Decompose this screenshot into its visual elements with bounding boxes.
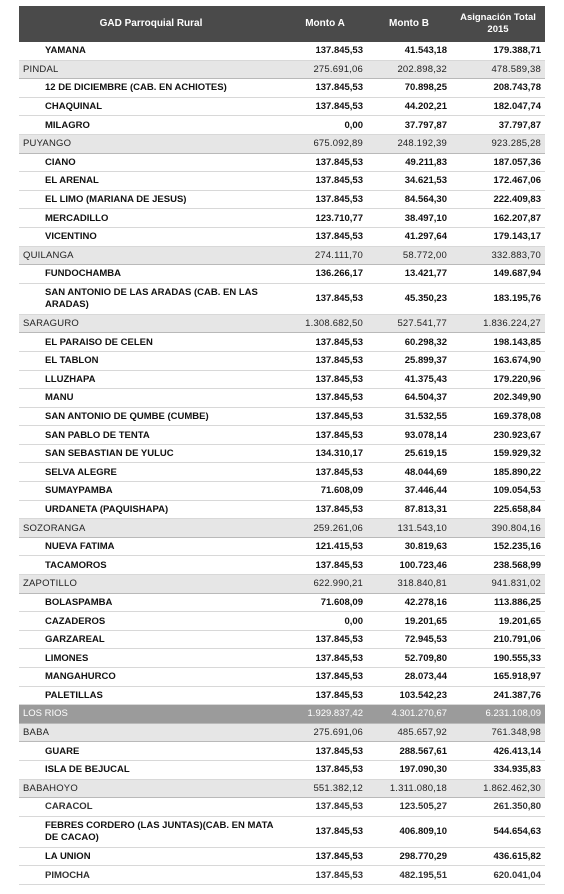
row-monto-b: 41.375,43 bbox=[367, 370, 451, 389]
row-name: FEBRES CORDERO (LAS JUNTAS)(CAB. EN MATA DE CACAO) bbox=[19, 816, 283, 847]
row-monto-a: 137.845,53 bbox=[283, 370, 367, 389]
row-total: 202.349,90 bbox=[451, 389, 545, 408]
row-total: 162.207,87 bbox=[451, 209, 545, 228]
canton-row bbox=[19, 519, 545, 538]
row-total: 6.231.108,09 bbox=[451, 705, 545, 724]
parish-row bbox=[19, 612, 545, 631]
row-monto-b: 527.541,77 bbox=[367, 314, 451, 333]
parish-row bbox=[19, 482, 545, 501]
row-monto-b: 25.899,37 bbox=[367, 351, 451, 370]
allocation-table bbox=[19, 6, 545, 885]
row-name: EL TABLON bbox=[19, 351, 283, 370]
row-name: NUEVA FATIMA bbox=[19, 537, 283, 556]
row-name: CARACOL bbox=[19, 798, 283, 817]
row-monto-b: 37.446,44 bbox=[367, 482, 451, 501]
row-name: EL PARAISO DE CELEN bbox=[19, 333, 283, 352]
parish-row bbox=[19, 649, 545, 668]
parish-row bbox=[19, 866, 545, 885]
table-header bbox=[19, 6, 545, 42]
parish-row bbox=[19, 172, 545, 191]
row-total: 230.923,67 bbox=[451, 426, 545, 445]
row-name: MANU bbox=[19, 389, 283, 408]
row-monto-a: 137.845,53 bbox=[283, 463, 367, 482]
header-total: Asignación Total 2015 bbox=[451, 6, 545, 42]
canton-row bbox=[19, 575, 545, 594]
parish-row bbox=[19, 153, 545, 172]
row-monto-b: 30.819,63 bbox=[367, 537, 451, 556]
row-monto-a: 137.845,53 bbox=[283, 227, 367, 246]
parish-row bbox=[19, 190, 545, 209]
province-row bbox=[19, 705, 545, 724]
row-total: 436.615,82 bbox=[451, 847, 545, 866]
row-total: 332.883,70 bbox=[451, 246, 545, 265]
row-name: BOLASPAMBA bbox=[19, 593, 283, 612]
row-monto-a: 134.310,17 bbox=[283, 444, 367, 463]
parish-row bbox=[19, 742, 545, 761]
row-name: SARAGURO bbox=[19, 314, 283, 333]
parish-row bbox=[19, 407, 545, 426]
parish-row bbox=[19, 463, 545, 482]
row-monto-b: 41.543,18 bbox=[367, 42, 451, 60]
row-monto-a: 137.845,53 bbox=[283, 283, 367, 314]
row-name: BABAHOYO bbox=[19, 779, 283, 798]
parish-row bbox=[19, 227, 545, 246]
row-monto-b: 248.192,39 bbox=[367, 134, 451, 153]
canton-row bbox=[19, 723, 545, 742]
row-monto-b: 288.567,61 bbox=[367, 742, 451, 761]
parish-row bbox=[19, 630, 545, 649]
row-monto-b: 131.543,10 bbox=[367, 519, 451, 538]
parish-row bbox=[19, 500, 545, 519]
row-total: 187.057,36 bbox=[451, 153, 545, 172]
row-name: EL ARENAL bbox=[19, 172, 283, 191]
row-name: URDANETA (PAQUISHAPA) bbox=[19, 500, 283, 519]
row-name: CIANO bbox=[19, 153, 283, 172]
canton-row bbox=[19, 60, 545, 79]
row-name: PIMOCHA bbox=[19, 866, 283, 885]
row-total: 172.467,06 bbox=[451, 172, 545, 191]
row-name: YAMANA bbox=[19, 42, 283, 60]
canton-row bbox=[19, 246, 545, 265]
row-monto-b: 103.542,23 bbox=[367, 686, 451, 705]
row-monto-a: 137.845,53 bbox=[283, 630, 367, 649]
row-name: LIMONES bbox=[19, 649, 283, 668]
row-monto-b: 197.090,30 bbox=[367, 760, 451, 779]
row-name: MANGAHURCO bbox=[19, 668, 283, 687]
parish-row bbox=[19, 116, 545, 135]
row-monto-a: 137.845,53 bbox=[283, 742, 367, 761]
row-total: 478.589,38 bbox=[451, 60, 545, 79]
row-monto-a: 137.845,53 bbox=[283, 172, 367, 191]
row-monto-a: 275.691,06 bbox=[283, 60, 367, 79]
row-monto-a: 137.845,53 bbox=[283, 190, 367, 209]
header-name: GAD Parroquial Rural bbox=[19, 6, 283, 42]
row-monto-b: 58.772,00 bbox=[367, 246, 451, 265]
row-monto-a: 137.845,53 bbox=[283, 798, 367, 817]
row-monto-b: 318.840,81 bbox=[367, 575, 451, 594]
row-name: EL LIMO (MARIANA DE JESUS) bbox=[19, 190, 283, 209]
parish-row bbox=[19, 351, 545, 370]
row-total: 923.285,28 bbox=[451, 134, 545, 153]
row-total: 198.143,85 bbox=[451, 333, 545, 352]
row-monto-b: 49.211,83 bbox=[367, 153, 451, 172]
row-name: SAN ANTONIO DE QUMBE (CUMBE) bbox=[19, 407, 283, 426]
row-total: 19.201,65 bbox=[451, 612, 545, 631]
row-total: 1.862.462,30 bbox=[451, 779, 545, 798]
row-total: 210.791,06 bbox=[451, 630, 545, 649]
row-monto-a: 259.261,06 bbox=[283, 519, 367, 538]
row-total: 165.918,97 bbox=[451, 668, 545, 687]
row-monto-a: 137.845,53 bbox=[283, 389, 367, 408]
row-total: 222.409,83 bbox=[451, 190, 545, 209]
row-monto-b: 37.797,87 bbox=[367, 116, 451, 135]
row-monto-b: 34.621,53 bbox=[367, 172, 451, 191]
row-monto-b: 93.078,14 bbox=[367, 426, 451, 445]
row-name: SAN SEBASTIAN DE YULUC bbox=[19, 444, 283, 463]
row-total: 109.054,53 bbox=[451, 482, 545, 501]
row-total: 620.041,04 bbox=[451, 866, 545, 885]
row-name: LA UNION bbox=[19, 847, 283, 866]
row-monto-a: 137.845,53 bbox=[283, 760, 367, 779]
row-monto-a: 137.845,53 bbox=[283, 668, 367, 687]
canton-row bbox=[19, 134, 545, 153]
row-total: 169.378,08 bbox=[451, 407, 545, 426]
row-monto-a: 137.845,53 bbox=[283, 407, 367, 426]
row-monto-a: 137.845,53 bbox=[283, 816, 367, 847]
row-monto-a: 137.845,53 bbox=[283, 97, 367, 116]
row-total: 941.831,02 bbox=[451, 575, 545, 594]
row-total: 1.836.224,27 bbox=[451, 314, 545, 333]
row-total: 190.555,33 bbox=[451, 649, 545, 668]
row-monto-a: 137.845,53 bbox=[283, 649, 367, 668]
row-total: 113.886,25 bbox=[451, 593, 545, 612]
canton-row bbox=[19, 779, 545, 798]
row-monto-a: 1.308.682,50 bbox=[283, 314, 367, 333]
row-monto-b: 45.350,23 bbox=[367, 283, 451, 314]
row-monto-a: 137.845,53 bbox=[283, 351, 367, 370]
row-total: 238.568,99 bbox=[451, 556, 545, 575]
row-total: 208.743,78 bbox=[451, 79, 545, 98]
row-monto-b: 84.564,30 bbox=[367, 190, 451, 209]
row-total: 225.658,84 bbox=[451, 500, 545, 519]
row-monto-a: 137.845,53 bbox=[283, 866, 367, 885]
row-monto-a: 137.845,53 bbox=[283, 426, 367, 445]
row-total: 179.388,71 bbox=[451, 42, 545, 60]
row-name: GUARE bbox=[19, 742, 283, 761]
row-monto-a: 137.845,53 bbox=[283, 333, 367, 352]
row-name: CHAQUINAL bbox=[19, 97, 283, 116]
row-name: SUMAYPAMBA bbox=[19, 482, 283, 501]
row-monto-a: 137.845,53 bbox=[283, 686, 367, 705]
parish-row bbox=[19, 333, 545, 352]
row-monto-a: 137.845,53 bbox=[283, 500, 367, 519]
canton-row bbox=[19, 314, 545, 333]
row-monto-a: 0,00 bbox=[283, 612, 367, 631]
row-name: LOS RIOS bbox=[19, 705, 283, 724]
row-monto-b: 100.723,46 bbox=[367, 556, 451, 575]
row-name: ISLA DE BEJUCAL bbox=[19, 760, 283, 779]
row-name: PUYANGO bbox=[19, 134, 283, 153]
parish-row bbox=[19, 593, 545, 612]
row-name: BABA bbox=[19, 723, 283, 742]
row-monto-b: 87.813,31 bbox=[367, 500, 451, 519]
row-total: 182.047,74 bbox=[451, 97, 545, 116]
row-name: MILAGRO bbox=[19, 116, 283, 135]
parish-row bbox=[19, 444, 545, 463]
row-monto-a: 137.845,53 bbox=[283, 847, 367, 866]
parish-row bbox=[19, 686, 545, 705]
row-monto-b: 48.044,69 bbox=[367, 463, 451, 482]
row-monto-b: 1.311.080,18 bbox=[367, 779, 451, 798]
parish-row bbox=[19, 426, 545, 445]
row-name: FUNDOCHAMBA bbox=[19, 265, 283, 284]
row-name: PINDAL bbox=[19, 60, 283, 79]
table-body bbox=[19, 42, 545, 884]
header-row bbox=[19, 6, 545, 42]
row-monto-b: 298.770,29 bbox=[367, 847, 451, 866]
row-monto-a: 137.845,53 bbox=[283, 42, 367, 60]
row-name: PALETILLAS bbox=[19, 686, 283, 705]
row-monto-a: 274.111,70 bbox=[283, 246, 367, 265]
row-monto-a: 71.608,09 bbox=[283, 593, 367, 612]
row-name: TACAMOROS bbox=[19, 556, 283, 575]
row-total: 163.674,90 bbox=[451, 351, 545, 370]
row-monto-b: 25.619,15 bbox=[367, 444, 451, 463]
row-monto-a: 71.608,09 bbox=[283, 482, 367, 501]
row-total: 159.929,32 bbox=[451, 444, 545, 463]
parish-row bbox=[19, 370, 545, 389]
row-monto-b: 52.709,80 bbox=[367, 649, 451, 668]
row-monto-a: 137.845,53 bbox=[283, 153, 367, 172]
row-name: SOZORANGA bbox=[19, 519, 283, 538]
row-name: QUILANGA bbox=[19, 246, 283, 265]
row-monto-a: 675.092,89 bbox=[283, 134, 367, 153]
row-monto-b: 482.195,51 bbox=[367, 866, 451, 885]
row-total: 761.348,98 bbox=[451, 723, 545, 742]
row-name: ZAPOTILLO bbox=[19, 575, 283, 594]
row-monto-b: 41.297,64 bbox=[367, 227, 451, 246]
row-monto-b: 485.657,92 bbox=[367, 723, 451, 742]
row-monto-a: 121.415,53 bbox=[283, 537, 367, 556]
parish-row bbox=[19, 209, 545, 228]
parish-row bbox=[19, 79, 545, 98]
row-monto-b: 38.497,10 bbox=[367, 209, 451, 228]
parish-row bbox=[19, 389, 545, 408]
row-total: 185.890,22 bbox=[451, 463, 545, 482]
row-name: SELVA ALEGRE bbox=[19, 463, 283, 482]
row-name: MERCADILLO bbox=[19, 209, 283, 228]
row-monto-a: 136.266,17 bbox=[283, 265, 367, 284]
header-monto-a: Monto A bbox=[283, 6, 367, 42]
row-monto-b: 60.298,32 bbox=[367, 333, 451, 352]
row-monto-a: 551.382,12 bbox=[283, 779, 367, 798]
row-name: VICENTINO bbox=[19, 227, 283, 246]
row-monto-a: 137.845,53 bbox=[283, 556, 367, 575]
row-name: CAZADEROS bbox=[19, 612, 283, 631]
row-total: 183.195,76 bbox=[451, 283, 545, 314]
row-total: 261.350,80 bbox=[451, 798, 545, 817]
row-monto-b: 31.532,55 bbox=[367, 407, 451, 426]
row-monto-a: 137.845,53 bbox=[283, 79, 367, 98]
parish-row bbox=[19, 97, 545, 116]
row-total: 179.220,96 bbox=[451, 370, 545, 389]
header-monto-b: Monto B bbox=[367, 6, 451, 42]
row-name: LLUZHAPA bbox=[19, 370, 283, 389]
parish-row bbox=[19, 556, 545, 575]
row-monto-a: 1.929.837,42 bbox=[283, 705, 367, 724]
row-monto-a: 622.990,21 bbox=[283, 575, 367, 594]
row-monto-a: 0,00 bbox=[283, 116, 367, 135]
row-total: 149.687,94 bbox=[451, 265, 545, 284]
row-name: 12 DE DICIEMBRE (CAB. EN ACHIOTES) bbox=[19, 79, 283, 98]
row-name: SAN ANTONIO DE LAS ARADAS (CAB. EN LAS ARADAS) bbox=[19, 283, 283, 314]
row-total: 241.387,76 bbox=[451, 686, 545, 705]
row-monto-b: 42.278,16 bbox=[367, 593, 451, 612]
parish-row bbox=[19, 798, 545, 817]
row-name: GARZAREAL bbox=[19, 630, 283, 649]
parish-row bbox=[19, 760, 545, 779]
row-total: 179.143,17 bbox=[451, 227, 545, 246]
row-monto-b: 13.421,77 bbox=[367, 265, 451, 284]
row-monto-b: 4.301.270,67 bbox=[367, 705, 451, 724]
row-monto-a: 123.710,77 bbox=[283, 209, 367, 228]
parish-row bbox=[19, 847, 545, 866]
row-monto-b: 72.945,53 bbox=[367, 630, 451, 649]
row-monto-b: 70.898,25 bbox=[367, 79, 451, 98]
parish-row bbox=[19, 668, 545, 687]
parish-row bbox=[19, 42, 545, 60]
row-total: 152.235,16 bbox=[451, 537, 545, 556]
parish-row bbox=[19, 265, 545, 284]
parish-row bbox=[19, 537, 545, 556]
row-monto-a: 275.691,06 bbox=[283, 723, 367, 742]
row-name: SAN PABLO DE TENTA bbox=[19, 426, 283, 445]
row-monto-b: 406.809,10 bbox=[367, 816, 451, 847]
row-monto-b: 44.202,21 bbox=[367, 97, 451, 116]
row-total: 390.804,16 bbox=[451, 519, 545, 538]
row-monto-b: 123.505,27 bbox=[367, 798, 451, 817]
row-total: 426.413,14 bbox=[451, 742, 545, 761]
row-monto-b: 202.898,32 bbox=[367, 60, 451, 79]
row-total: 544.654,63 bbox=[451, 816, 545, 847]
row-monto-b: 19.201,65 bbox=[367, 612, 451, 631]
row-total: 334.935,83 bbox=[451, 760, 545, 779]
parish-row bbox=[19, 283, 545, 314]
parish-row bbox=[19, 816, 545, 847]
row-monto-b: 64.504,37 bbox=[367, 389, 451, 408]
row-total: 37.797,87 bbox=[451, 116, 545, 135]
row-monto-b: 28.073,44 bbox=[367, 668, 451, 687]
